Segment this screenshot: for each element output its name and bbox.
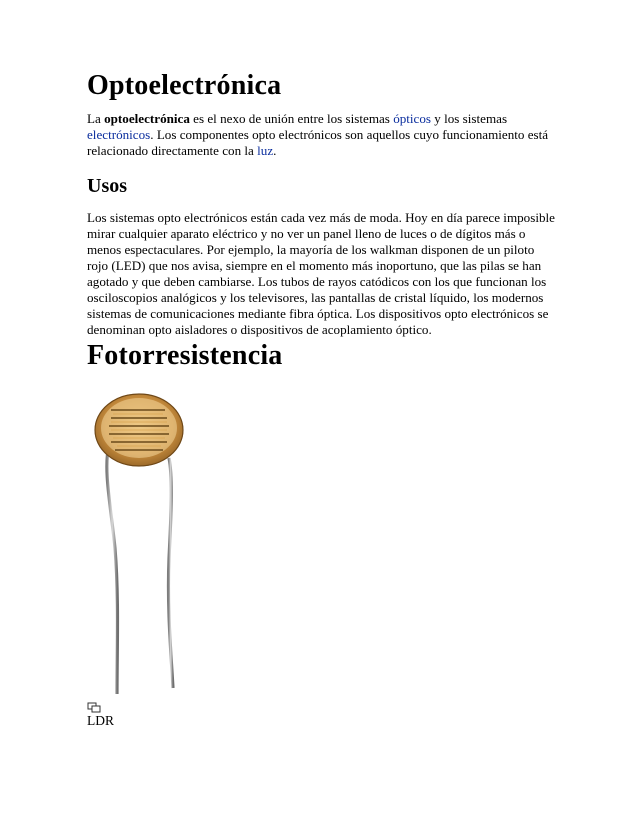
intro-text-5: . [273, 143, 277, 158]
intro-text-3: y los sistemas [431, 111, 508, 126]
ldr-photoresistor-image[interactable] [87, 388, 199, 700]
intro-text-2: es el nexo de unión entre los sistemas [189, 111, 394, 126]
section-title-fotorresistencia: Fotorresistencia [87, 340, 283, 371]
section-heading-usos: Usos [87, 175, 128, 197]
intro-text-4: . Los componentes opto electrónicos son aquellos cuyo funcionamiento está relacionado directamente con la [87, 127, 549, 158]
intro-text-1: La [87, 111, 105, 126]
intro-bold-term: optoelectrónica [104, 111, 190, 126]
page-title: Optoelectrónica [87, 70, 282, 101]
link-opticos[interactable]: ópticos [393, 111, 432, 126]
intro-paragraph [87, 111, 557, 159]
image-caption: LDR [87, 713, 114, 728]
link-luz[interactable]: luz [257, 143, 274, 158]
link-electronicos[interactable]: electrónicos [87, 127, 151, 142]
usos-paragraph: Los sistemas opto electrónicos están cada vez más de moda. Hoy en día parece imposible mirar cualquier aparato eléctrico y no ver un panel lleno de luces o de dígitos más o menos espectaculares. Por ejemplo, la mayoría de los walkman disponen de un piloto rojo (LED) que nos avisa, siempre en el momento más inoportuno, que las pilas se han agotado y que deben cambiarse. Los tubos de rayos catódicos con los que funcionan los osciloscopios analógicos y los televisores, las pantallas de cristal líquido, los modernos sistemas de comunicaciones mediante fibra óptica. Los dispositivos opto electrónicos se denominan opto aisladores o dispositivos de acoplamiento óptico. [87, 210, 555, 337]
